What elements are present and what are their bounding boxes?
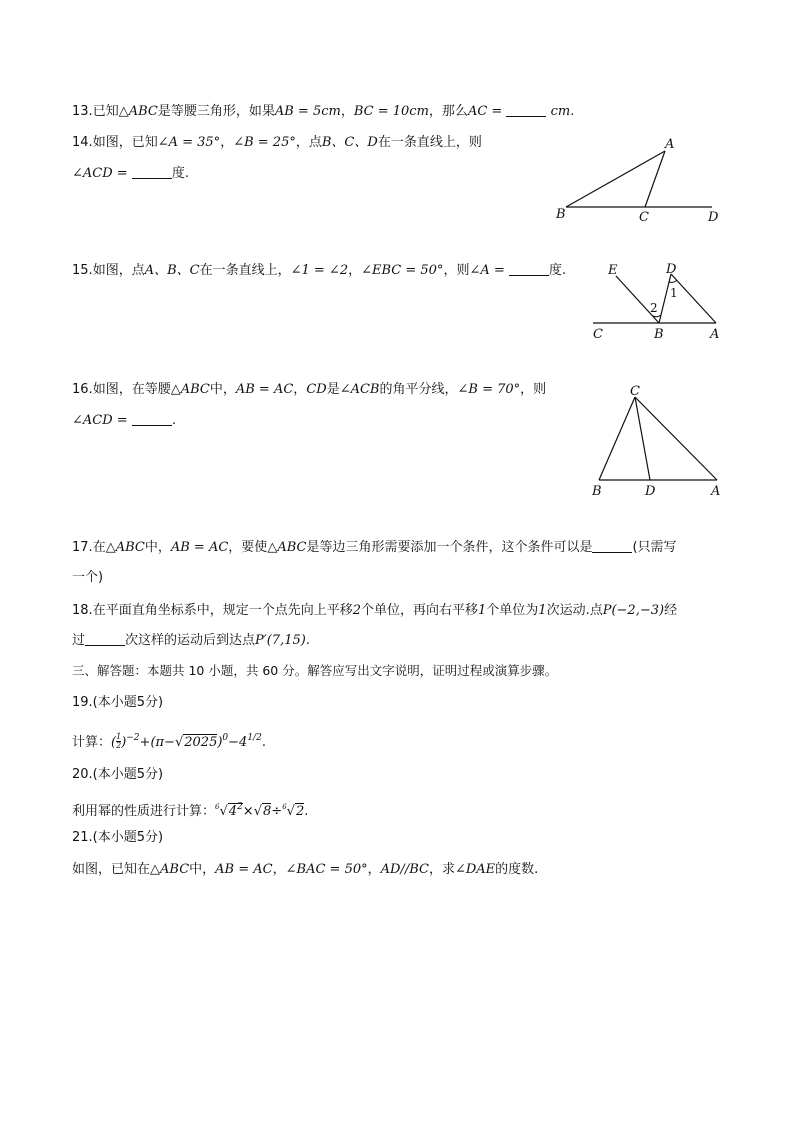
q16-text-c: 是 [326, 382, 340, 397]
q20-radicand-1-exp: 2 [237, 802, 243, 812]
q15-text-a: 如图，点 [92, 263, 145, 278]
q19-radicand: 2025 [184, 735, 218, 750]
q21-expr-ab-ac: AB = AC [215, 862, 273, 877]
q15-points: A、B、C [144, 263, 200, 278]
question-16-line2 [72, 411, 176, 431]
q14-label-a: A [665, 137, 675, 152]
q15-label-angle-2: 2 [650, 301, 658, 315]
q15-label-e: E [608, 263, 618, 278]
section-3-heading [72, 661, 557, 681]
q21-triangle-symbol: △ [150, 862, 161, 877]
q21-text-a: 如图，已知在 [72, 862, 151, 877]
q15-answer-blank[interactable] [509, 263, 549, 276]
q14-expr-acd: ∠ACD = [72, 166, 128, 181]
question-19-head [72, 693, 163, 713]
q21-expr-parallel: AD//BC [380, 862, 429, 877]
q13-sep: ， [340, 104, 354, 119]
q18-number: 18. [72, 603, 93, 618]
q19-exp-half: 1/2 [247, 733, 262, 743]
q21-text-d: 的度数. [495, 862, 539, 877]
q20-root-sign-3: √ [286, 804, 295, 819]
q13-unit: cm [550, 104, 571, 119]
q14-number: 14. [72, 135, 93, 150]
q17-number: 17. [72, 540, 93, 555]
q17-abc-2: ABC [277, 540, 307, 555]
q16-label-a: A [711, 484, 721, 499]
question-16 [72, 380, 546, 400]
q16-cd: CD [306, 382, 327, 397]
q20-div: ÷ [271, 804, 283, 819]
q13-text-b: 是等腰三角形，如果 [157, 104, 275, 119]
q15-label-d: D [666, 262, 677, 277]
q19-end: . [261, 735, 266, 750]
question-18 [72, 601, 677, 621]
q16-figure [588, 382, 728, 502]
q15-figure [588, 260, 728, 345]
q14-label-b: B [556, 207, 566, 222]
q14-label-d: D [708, 210, 719, 225]
q15-text-b: 在一条直线上， [199, 263, 291, 278]
q16-acb: ∠ACB [339, 382, 380, 397]
q18-line2-b: 次这样的运动后到达点 [125, 633, 256, 648]
q19-open-paren: ( [111, 735, 117, 750]
q21-expr-bac: ∠BAC = 50° [285, 862, 368, 877]
q19-exp-zero: 0 [222, 733, 229, 743]
q14-text-b: ，点 [295, 135, 322, 150]
q15-label-b: B [654, 327, 664, 342]
q20-radicand-2: 8 [263, 804, 272, 819]
q20-times: × [242, 804, 254, 819]
q18-answer-blank[interactable] [85, 633, 125, 646]
q17-expr-ab-ac: AB = AC [170, 540, 229, 555]
q15-line-da [671, 274, 716, 323]
question-15 [72, 261, 566, 281]
question-18-line2 [72, 631, 310, 651]
q21-text-c: ，求 [428, 862, 455, 877]
q16-sep: ， [293, 382, 307, 397]
q16-text-e: ，则 [520, 382, 547, 397]
q15-expr-angles: ∠1 = ∠2 [290, 263, 349, 278]
q21-sep2: ， [367, 862, 381, 877]
q19-plus: +(π− [139, 735, 175, 750]
q19-sqrt-sign: √ [174, 735, 184, 750]
q14-points: B、C、D [321, 135, 378, 150]
q18-text-c: 个单位为 [486, 603, 539, 618]
q18-two: 2 [352, 603, 361, 618]
question-20-body [72, 797, 308, 822]
q16-label-d: D [645, 484, 656, 499]
q20-label: 利用幂的性质进行计算： [72, 804, 216, 819]
q20-index-6b: 6 [282, 803, 287, 811]
question-20-head [72, 765, 163, 785]
q19-close-paren: ) [121, 735, 127, 750]
q17-text-c: ，要使 [228, 540, 268, 555]
q18-text-e: 经 [664, 603, 678, 618]
question-17 [72, 538, 677, 558]
q21-head: 21.(本小题5分) [72, 830, 164, 845]
q15-expr-a: ∠A = [469, 263, 505, 278]
q14-end: 度. [171, 166, 189, 181]
q18-point-p: P(−2,−3) [602, 603, 665, 618]
q14-figure [550, 134, 730, 229]
q20-radicand-3: 2 [295, 804, 305, 819]
q21-text-b: 中， [189, 862, 216, 877]
q21-dae: ∠DAE [454, 862, 496, 877]
q17-answer-blank[interactable] [592, 540, 632, 553]
q16-triangle-symbol: △ [170, 382, 181, 397]
q18-text-a: 在平面直角坐标系中，规定一个点先向上平移 [92, 603, 353, 618]
q21-abc: ABC [160, 862, 190, 877]
q18-text-b: 个单位，再向右平移 [360, 603, 478, 618]
q15-expr-ebc: ∠EBC = 50° [361, 263, 444, 278]
q18-text-d: 次运动.点 [546, 603, 603, 618]
q16-text-b: 中， [209, 382, 236, 397]
q16-expr-ab-ac: AB = AC [235, 382, 294, 397]
q20-radicand-1-base: 4 [228, 804, 238, 819]
q17-abc: ABC [115, 540, 145, 555]
q17-text-d: 是等边三角形需要添加一个条件，这个条件可以是 [306, 540, 593, 555]
q15-angle-arc-2 [653, 315, 661, 317]
q13-abc: ABC [128, 104, 158, 119]
q19-frac-den: 2 [116, 741, 122, 750]
q20-head: 20.(本小题5分) [72, 767, 164, 782]
q13-text-a: 已知 [92, 104, 119, 119]
q19-minus: −4 [228, 735, 248, 750]
question-14 [72, 133, 482, 153]
q17-triangle-symbol-2: △ [267, 540, 278, 555]
q16-label-c: C [630, 384, 640, 399]
q20-end: . [304, 804, 309, 819]
q19-exp-neg2: −2 [126, 733, 140, 743]
question-13 [72, 102, 574, 122]
q14-sep: ， [220, 135, 234, 150]
q15-label-c: C [593, 327, 603, 342]
q20-radicand-1 [228, 803, 243, 819]
q16-answer-blank[interactable] [132, 413, 172, 426]
q17-line2: 一个) [72, 570, 104, 585]
question-17-line2 [72, 568, 103, 588]
q13-answer-blank[interactable] [506, 104, 546, 117]
q17-text-b: 中， [144, 540, 171, 555]
q15-text-c: ，则 [443, 263, 470, 278]
q14-text-c: 在一条直线上，则 [377, 135, 482, 150]
q18-one-b: 1 [538, 603, 547, 618]
q16-label-b: B [592, 484, 602, 499]
q20-root-sign-1: √ [219, 804, 228, 819]
q16-line-cb [599, 397, 635, 480]
question-21-body [72, 860, 538, 880]
q13-expr-bc: BC = 10cm [353, 104, 429, 119]
q19-head: 19.(本小题5分) [72, 695, 164, 710]
q16-text-d: 的角平分线， [379, 382, 458, 397]
q13-triangle-symbol: △ [118, 104, 129, 119]
q18-end: . [305, 633, 310, 648]
q15-label-a: A [710, 327, 720, 342]
q16-expr-acd: ∠ACD = [72, 413, 128, 428]
q14-text-a: 如图，已知 [92, 135, 158, 150]
q18-one: 1 [478, 603, 487, 618]
q14-line-ba [566, 151, 665, 207]
q17-text-a: 在 [92, 540, 106, 555]
q17-triangle-symbol: △ [105, 540, 116, 555]
q14-label-c: C [639, 210, 649, 225]
q15-end: 度. [548, 263, 567, 278]
q15-sep: ， [348, 263, 362, 278]
q13-expr-ab: AB = 5cm [274, 104, 341, 119]
q16-abc: ABC [180, 382, 210, 397]
q14-line-ac [645, 151, 665, 207]
question-19-body [72, 728, 266, 753]
q15-label-angle-1: 1 [670, 286, 678, 300]
q16-expr-b: ∠B = 70° [457, 382, 521, 397]
q15-number: 15. [72, 263, 93, 278]
q16-number: 16. [72, 382, 93, 397]
q18-line2-a: 过 [72, 633, 86, 648]
q20-root-sign-2: √ [253, 804, 262, 819]
q16-end: . [171, 413, 176, 428]
q13-number: 13. [72, 104, 93, 119]
question-14-line2 [72, 164, 189, 184]
q15-line-eb [616, 276, 659, 323]
q13-expr-ac: AC = [467, 104, 503, 119]
q15-angle-arc-1 [669, 280, 677, 282]
q14-expr-a: ∠A = 35° [157, 135, 221, 150]
q13-text-c: ，那么 [428, 104, 468, 119]
q21-sep1: ， [272, 862, 286, 877]
q20-index-6a: 6 [215, 803, 220, 811]
question-21-head [72, 828, 163, 848]
q19-frac-num: 1 [116, 732, 122, 741]
q19-close: ) [217, 735, 223, 750]
q18-point-p2: P′(7,15) [255, 633, 306, 648]
q17-text-e: (只需写 [632, 540, 677, 555]
q14-answer-blank[interactable] [132, 166, 172, 179]
q14-expr-b: ∠B = 25° [233, 135, 296, 150]
q16-text-a: 如图，在等腰 [92, 382, 171, 397]
q19-label: 计算： [72, 735, 112, 750]
section-3-text: 三、解答题：本题共 10 小题，共 60 分。解答应写出文字说明，证明过程或演算步骤。 [72, 663, 558, 678]
q13-end: . [570, 104, 575, 119]
